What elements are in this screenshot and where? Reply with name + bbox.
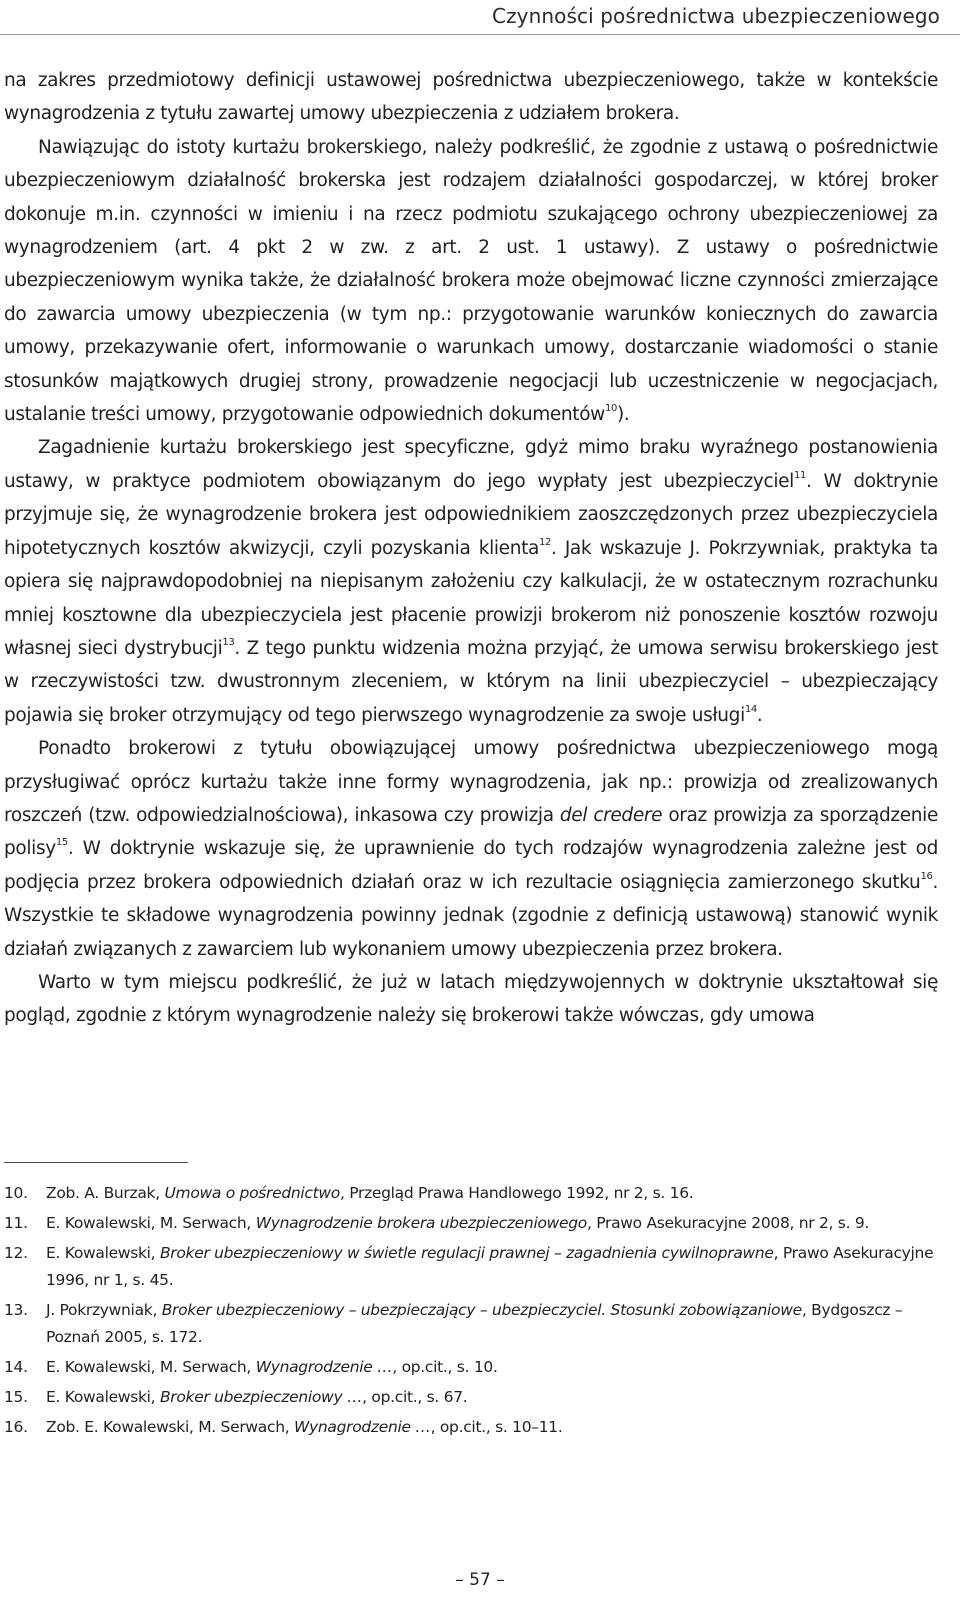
text-run: Warto w tym miejscu podkreślić, że już w latach międzywojennych w doktrynie ukształtował się pogląd, zgodnie z którym wynagrodzenie należy się brokerowi także wówczas, gdy umowa [4, 971, 938, 1027]
footnote [4, 1414, 938, 1441]
text-run: ). [616, 404, 630, 426]
text-run: E. Kowalewski, [46, 1388, 160, 1406]
italic-text: Broker ubezpieczeniowy w świetle regulacji prawnej – zagadnienia cywilnoprawne [159, 1244, 774, 1262]
footnote-ref: 10 [604, 403, 617, 415]
footnote-number: 12. [4, 1244, 28, 1262]
footnote-text [46, 1240, 938, 1294]
text-run: E. Kowalewski, M. Serwach, [46, 1214, 256, 1232]
text-run: Zob. A. Burzak, [46, 1184, 165, 1202]
text-run: . Z tego punktu widzenia można przyjąć, że umowa serwisu brokerskiego jest w rzeczywistości tzw. dwustronnym zleceniem, w którym na linii ubezpieczyciel – ubezpieczający pojawia się broker otrzymujący od tego pierwszego wynagrodzenie za swoje usługi [4, 637, 939, 726]
text-run: . W doktrynie przyjmuje się, że wynagrodzenie brokera jest odpowiednikiem zaoszczędzonych przez ubezpieczyciela hipotetycznych kosztów akwizycji, czyli pozyskania klienta [4, 470, 938, 559]
text-run: na zakres przedmiotowy definicji ustawowej pośrednictwa ubezpieczeniowego, także w kontekście wynagrodzenia z tytułu zawartej umowy ubezpieczenia z udziałem brokera. [4, 70, 938, 125]
footnote-divider [4, 1162, 188, 1163]
text-run: Zob. E. Kowalewski, M. Serwach, [46, 1418, 294, 1436]
footnote-text [46, 1384, 938, 1411]
text-run: , Prawo Asekuracyjne 2008, nr 2, s. 9. [586, 1214, 870, 1232]
italic-text: Broker ubezpieczeniowy … [159, 1388, 363, 1406]
paragraph [4, 966, 938, 1033]
italic-text: del credere [559, 804, 663, 826]
header-divider [0, 34, 960, 35]
text-run: , Bydgoszcz – Poznań 2005, s. 172. [46, 1301, 903, 1346]
footnote-text [46, 1414, 938, 1441]
italic-text: Wynagrodzenie brokera ubezpieczeniowego [255, 1214, 587, 1232]
running-header-title: Czynności pośrednictwa ubezpieczeniowego [492, 4, 940, 28]
paragraph [4, 431, 938, 732]
page-header [0, 0, 960, 36]
text-run: Ponadto brokerowi z tytułu obowiązującej umowy pośrednictwa ubezpieczeniowego mogą przysługiwać oprócz kurtażu także inne formy wynagrodzenia, jak np.: prowizja od zrealizowanych roszczeń (tzw. odpowiedzialnościowa), inkasowa czy prowizja [4, 738, 938, 826]
text-run: , op.cit., s. 10–11. [430, 1418, 563, 1436]
footnote-ref: 16 [920, 870, 933, 882]
footnote-number: 14. [4, 1358, 28, 1376]
footnote [4, 1297, 938, 1351]
italic-text: Broker ubezpieczeniowy – ubezpieczający – ubezpieczyciel. Stosunki zobowiązaniowe [161, 1301, 802, 1319]
text-run: . Wszystkie te składowe wynagrodzenia powinny jednak (zgodnie z definicją ustawową) stanowić wynik działań związanych z zawarciem lub wykonaniem umowy ubezpieczenia przez brokera. [4, 871, 938, 960]
text-run: Nawiązując do istoty kurtażu brokerskiego, należy podkreślić, że zgodnie z ustawą o pośrednictwie ubezpieczeniowym działalność brokerska jest rodzajem działalności gospodarczej, w której broker dokonuje m.in. czynności w imieniu i na rzecz podmiotu szukającego ochrony ubezpieczeniowej za wynagrodzeniem (art. 4 pkt 2 w zw. z art. 2 ust. 1 ustawy). Z ustawy o pośrednictwie ubezpieczeniowym wynika także, że działalność brokera może obejmować liczne czynności zmierzające do zawarcia umowy ubezpieczenia (w tym np.: przygotowanie warunków koniecznych do zawarcia umowy, przekazywanie ofert, informowanie o warunkach umowy, dostarczanie wiadomości o stanie stosunków majątkowych drugiej strony, prowadzenie negocjacji lub uczestniczenie w negocjacjach, ustalanie treści umowy, przygotowanie odpowiednich dokumentów [4, 136, 938, 426]
footnote-text [46, 1297, 938, 1351]
footnote-number: 15. [4, 1388, 28, 1406]
footnote [4, 1384, 938, 1411]
text-run: oraz prowizja za sporządzenie polisy [4, 804, 938, 860]
text-run: , Prawo Asekuracyjne 1996, nr 1, s. 45. [46, 1244, 934, 1289]
footnote-number: 16. [4, 1418, 28, 1436]
italic-text: Wynagrodzenie … [255, 1358, 393, 1376]
page-number: – 57 – [455, 1570, 505, 1590]
footnote [4, 1354, 938, 1381]
italic-text: Wynagrodzenie … [293, 1418, 431, 1436]
text-run: . Jak wskazuje J. Pokrzywniak, praktyka ta opiera się najprawdopodobniej na niepisanym założeniu czy kalkulacji, że w ostatecznym rozrachunku mniej kosztowne dla ubezpieczyciela jest płacenie prowizji brokerom niż ponoszenie kosztów rozwoju własnej sieci dystrybucji [4, 537, 938, 659]
text-run: Zagadnienie kurtażu brokerskiego jest specyficzne, gdyż mimo braku wyraźnego postanowienia ustawy, w praktyce podmiotem obowiązanym do jego wypłaty jest ubezpieczyciel [4, 437, 938, 492]
footnotes [4, 1180, 938, 1444]
paragraph [4, 131, 938, 432]
footnote [4, 1210, 938, 1237]
text-run: J. Pokrzywniak, [46, 1301, 162, 1319]
footnote-number: 13. [4, 1301, 28, 1319]
footnote-text [46, 1210, 938, 1237]
text-run: . W doktrynie wskazuje się, że uprawnienie do tych rodzajów wynagrodzenia zależne jest od podjęcia przez brokera odpowiednich działań oraz w ich rezultacie osiągnięcia zamierzonego skutku [4, 838, 938, 893]
body-text [4, 64, 938, 1033]
text-run: E. Kowalewski, [46, 1244, 160, 1262]
footnote-ref: 14 [744, 703, 757, 715]
footnote-number: 10. [4, 1184, 28, 1202]
footnote [4, 1180, 938, 1207]
footnote-ref: 12 [538, 536, 551, 548]
footnote-number: 11. [4, 1214, 28, 1232]
text-run: , op.cit., s. 10. [392, 1358, 498, 1376]
text-run: , Przegląd Prawa Handlowego 1992, nr 2, s. 16. [339, 1184, 694, 1202]
footnote-ref: 13 [222, 636, 235, 648]
text-run: E. Kowalewski, M. Serwach, [46, 1358, 256, 1376]
paragraph [4, 732, 938, 966]
footnote [4, 1240, 938, 1294]
footnote-text [46, 1180, 938, 1207]
italic-text: Umowa o pośrednictwo [164, 1184, 340, 1202]
footnote-ref: 11 [793, 469, 806, 481]
paragraph [4, 64, 938, 131]
footnote-text [46, 1354, 938, 1381]
text-run: . [756, 704, 763, 726]
footnote-ref: 15 [55, 837, 68, 849]
text-run: , op.cit., s. 67. [362, 1388, 468, 1406]
